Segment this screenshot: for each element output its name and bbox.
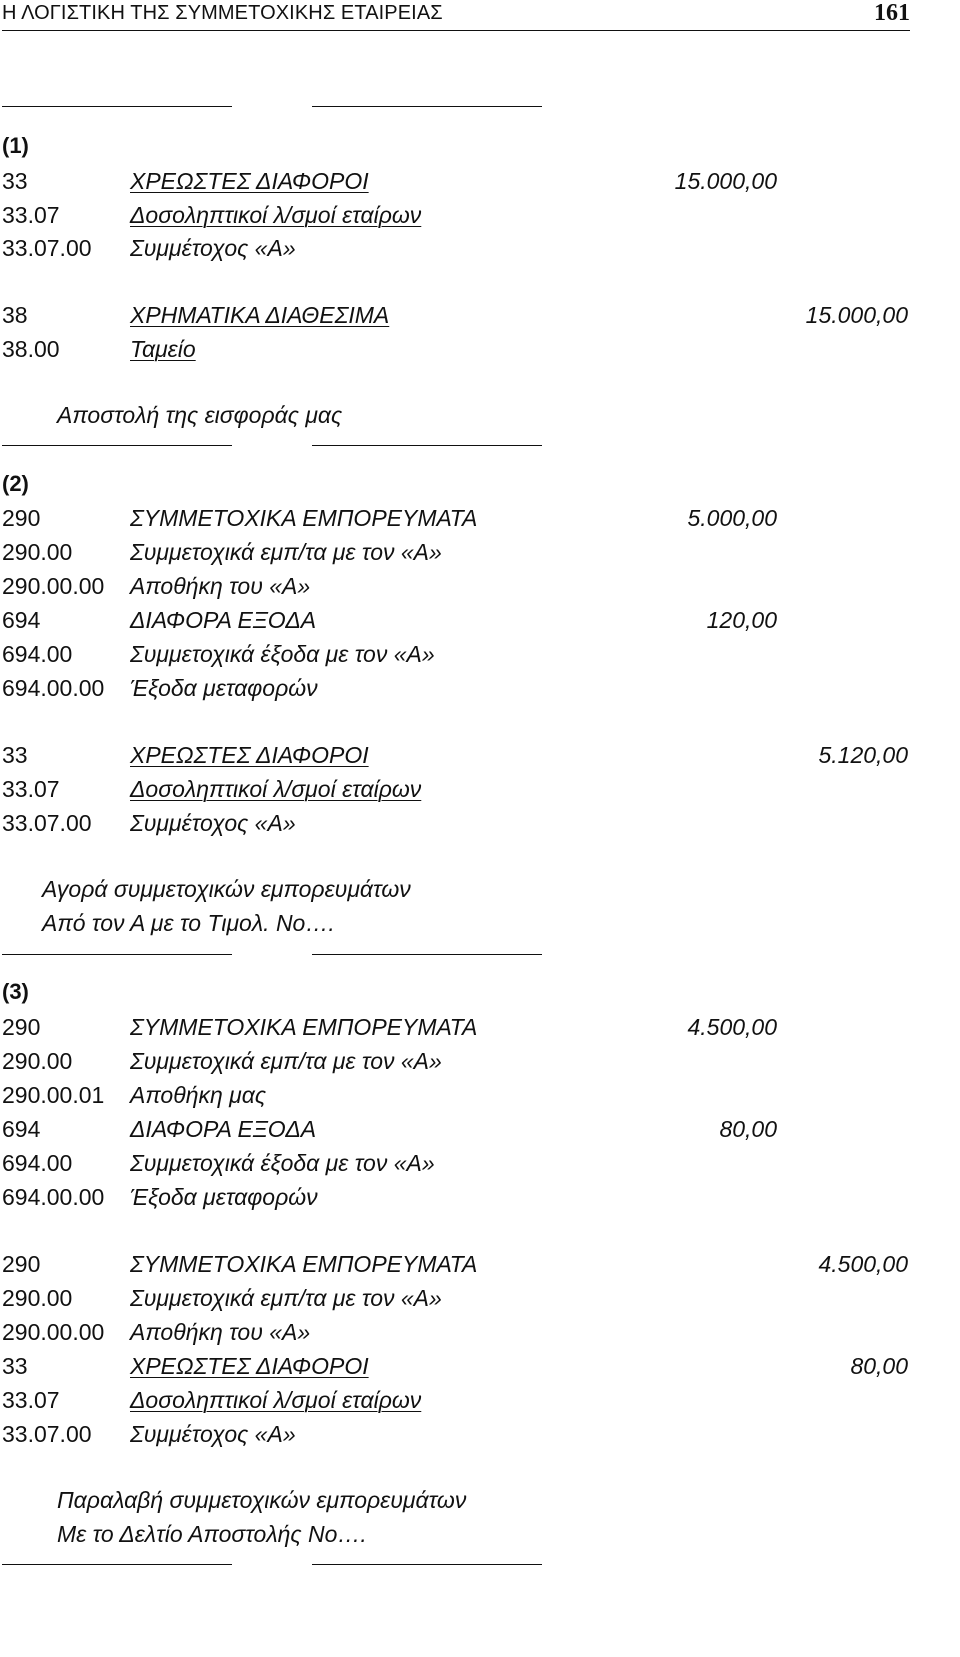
account-code: 33.07.00 [2,1421,92,1447]
journal-line [0,571,960,605]
account-name: ΣΥΜΜΕΤΟΧΙΚΑ ΕΜΠΟΡΕΥΜΑΤΑ [130,505,478,531]
entry-description: Αγορά συμμετοχικών εμπορευμάτων [42,876,411,902]
account-code: 290 [2,1014,41,1040]
page-number: 161 [874,0,910,26]
account-name: ΧΡΗΜΑΤΙΚΑ ΔΙΑΘΕΣΙΜΑ [130,302,390,328]
account-code: 694.00 [2,1150,73,1176]
account-name: Δοσοληπτικοί λ/σμοί εταίρων [130,202,422,228]
separator-left [2,106,232,107]
journal-line [0,1046,960,1080]
journal-line [0,673,960,707]
account-name: Αποθήκη μας [130,1082,267,1108]
journal-line [0,1385,960,1419]
account-code: 290.00 [2,539,73,565]
account-name: ΧΡΕΩΣΤΕΣ ΔΙΑΦΟΡΟΙ [130,1353,369,1379]
account-name: Συμμέτοχος «Α» [130,235,296,261]
header-title: Η ΛΟΓΙΣΤΙΚΗ ΤΗΣ ΣΥΜΜΕΤΟΧΙΚΗΣ ΕΤΑΙΡΕΙΑΣ [2,2,443,24]
account-name: Έξοδα μεταφορών [130,1184,318,1210]
account-code: 33 [2,1353,28,1379]
account-code: 38.00 [2,336,60,362]
account-code: 33.07 [2,202,60,228]
account-name: Αποθήκη του «Α» [130,573,311,599]
account-name: ΔΙΑΦΟΡΑ ΕΞΟΔΑ [130,607,317,633]
entry-description: Με το Δελτίο Αποστολής Νο…. [57,1521,367,1547]
credit-amount: 5.120,00 [818,742,908,768]
account-name: ΔΙΑΦΟΡΑ ΕΞΟΔΑ [130,1116,317,1142]
entry-description: Παραλαβή συμμετοχικών εμπορευμάτων [57,1487,467,1513]
credit-amount: 80,00 [850,1353,908,1379]
journal-line [0,1351,960,1385]
account-code: 290.00.00 [2,573,105,599]
account-code: 290 [2,505,41,531]
separator-right [312,954,542,955]
entry-number: (2) [2,471,29,496]
journal-line [0,1317,960,1351]
debit-amount: 120,00 [706,607,777,633]
debit-amount: 5.000,00 [687,505,777,531]
journal-line [0,200,960,234]
account-code: 694 [2,607,41,633]
journal-line [0,503,960,537]
account-code: 33.07 [2,1387,60,1413]
account-code: 290.00.00 [2,1319,105,1345]
account-name: Συμμετοχικά έξοδα με τον «Α» [130,641,435,667]
account-name: Αποθήκη του «Α» [130,1319,311,1345]
journal-line [0,1114,960,1148]
account-name: ΧΡΕΩΣΤΕΣ ΔΙΑΦΟΡΟΙ [130,742,369,768]
account-code: 694.00.00 [2,1184,105,1210]
account-code: 33 [2,742,28,768]
journal-line [0,537,960,571]
account-code: 694.00 [2,641,73,667]
separator-right [312,106,542,107]
separator-right [312,1564,542,1565]
debit-amount: 15.000,00 [674,168,777,194]
account-code: 694 [2,1116,41,1142]
account-code: 38 [2,302,28,328]
account-name: Δοσοληπτικοί λ/σμοί εταίρων [130,776,422,802]
account-name: ΣΥΜΜΕΤΟΧΙΚΑ ΕΜΠΟΡΕΥΜΑΤΑ [130,1014,478,1040]
entry-description: Από τον Α με το Τιμολ. Νο…. [42,910,335,936]
account-name: Συμμετοχικά έξοδα με τον «Α» [130,1150,435,1176]
entry-number: (3) [2,979,29,1004]
separator-right [312,445,542,446]
journal-line [0,233,960,267]
account-name: ΣΥΜΜΕΤΟΧΙΚΑ ΕΜΠΟΡΕΥΜΑΤΑ [130,1251,478,1277]
credit-amount: 4.500,00 [818,1251,908,1277]
journal-line [0,1012,960,1046]
account-code: 33.07.00 [2,235,92,261]
account-name: Συμμέτοχος «Α» [130,810,296,836]
journal-line [0,334,960,368]
account-code: 694.00.00 [2,675,105,701]
account-name: Έξοδα μεταφορών [130,675,318,701]
account-code: 33.07 [2,776,60,802]
account-name: ΧΡΕΩΣΤΕΣ ΔΙΑΦΟΡΟΙ [130,168,369,194]
journal-line [0,740,960,774]
journal-line [0,1249,960,1283]
account-code: 290 [2,1251,41,1277]
journal-line [0,300,960,334]
journal-line [0,1182,960,1216]
account-name: Συμμέτοχος «Α» [130,1421,296,1447]
account-name: Δοσοληπτικοί λ/σμοί εταίρων [130,1387,422,1413]
credit-amount: 15.000,00 [805,302,908,328]
account-name: Συμμετοχικά εμπ/τα με τον «Α» [130,1285,442,1311]
journal-line [0,808,960,842]
entry-description: Αποστολή της εισφοράς μας [57,402,343,428]
debit-amount: 4.500,00 [687,1014,777,1040]
account-name: Συμμετοχικά εμπ/τα με τον «Α» [130,539,442,565]
account-code: 290.00 [2,1285,73,1311]
journal-line [0,166,960,200]
account-name: Ταμείο [130,336,196,362]
account-code: 33.07.00 [2,810,92,836]
journal-line [0,1080,960,1114]
journal-line [0,1283,960,1317]
journal-line [0,774,960,808]
account-name: Συμμετοχικά εμπ/τα με τον «Α» [130,1048,442,1074]
journal-line [0,639,960,673]
separator-left [2,954,232,955]
account-code: 290.00.01 [2,1082,105,1108]
journal-line [0,1148,960,1182]
account-code: 33 [2,168,28,194]
journal-line [0,1419,960,1453]
page-header [2,2,910,31]
account-code: 290.00 [2,1048,73,1074]
separator-left [2,1564,232,1565]
debit-amount: 80,00 [719,1116,777,1142]
entry-number: (1) [2,133,29,158]
separator-left [2,445,232,446]
journal-line [0,605,960,639]
